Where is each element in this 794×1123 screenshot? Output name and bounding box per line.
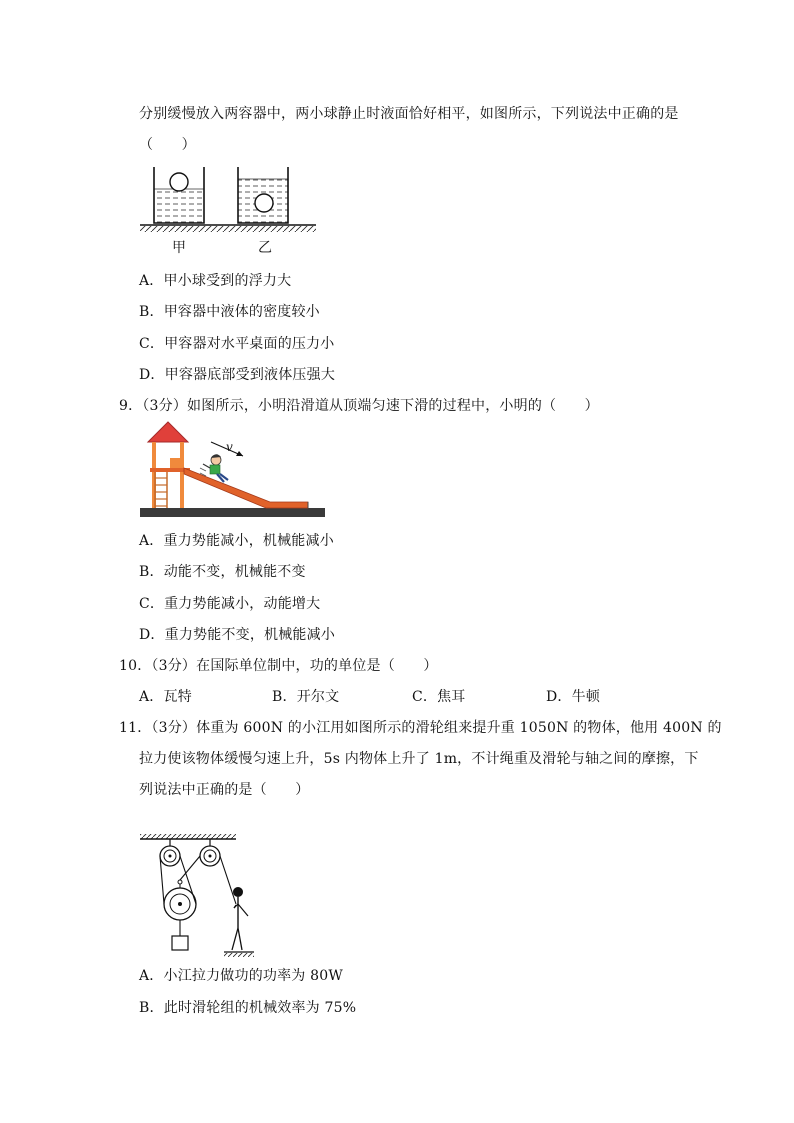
q8-option-b[interactable]: B．甲容器中液体的密度较小 <box>139 304 320 320</box>
q11-stem-line2: 拉力使该物体缓慢匀速上升，5s 内物体上升了 1m，不计绳重及滑轮与轴之间的摩擦，下 <box>139 751 699 767</box>
q8-containers-figure <box>140 165 320 260</box>
q9-option-b[interactable]: B．动能不变，机械能不变 <box>139 564 306 580</box>
q10-option-c[interactable]: C．焦耳 <box>412 689 466 705</box>
q9-slide-figure <box>140 420 325 520</box>
q8-label-jia: 甲 <box>172 240 187 256</box>
q8-stem-line1: 分别缓慢放入两容器中，两小球静止时液面恰好相平，如图所示，下列说法中正确的是 <box>139 106 679 122</box>
q10-option-d[interactable]: D．牛顿 <box>546 689 601 705</box>
q8-option-a[interactable]: A．甲小球受到的浮力大 <box>139 273 292 289</box>
q8-option-d[interactable]: D．甲容器底部受到液体压强大 <box>139 367 336 383</box>
q10-stem: 10．（3分）在国际单位制中，功的单位是（ ） <box>119 658 438 674</box>
q10-option-a[interactable]: A．瓦特 <box>139 689 192 705</box>
q11-option-a[interactable]: A．小江拉力做功的功率为 80W <box>139 968 343 984</box>
q11-option-b[interactable]: B．此时滑轮组的机械效率为 75% <box>139 1000 357 1016</box>
q11-stem-line3: 列说法中正确的是（ ） <box>139 782 310 798</box>
q8-label-yi: 乙 <box>258 240 273 256</box>
q9-velocity-label: v <box>226 440 233 454</box>
q9-option-a[interactable]: A．重力势能减小，机械能减小 <box>139 533 334 549</box>
q10-option-b[interactable]: B．开尔文 <box>272 689 340 705</box>
q9-option-d[interactable]: D．重力势能不变，机械能减小 <box>139 627 336 643</box>
q8-option-c[interactable]: C．甲容器对水平桌面的压力小 <box>139 336 335 352</box>
q11-stem-line1: 11．（3分）体重为 600N 的小江用如图所示的滑轮组来提升重 1050N 的物体，他用 400N 的 <box>119 720 722 736</box>
q9-stem: 9．（3分）如图所示，小明沿滑道从顶端匀速下滑的过程中，小明的（ ） <box>119 398 599 414</box>
q9-option-c[interactable]: C．重力势能减小，动能增大 <box>139 596 321 612</box>
q8-stem-line2: （ ） <box>139 137 196 153</box>
q11-pulley-figure <box>138 832 288 960</box>
